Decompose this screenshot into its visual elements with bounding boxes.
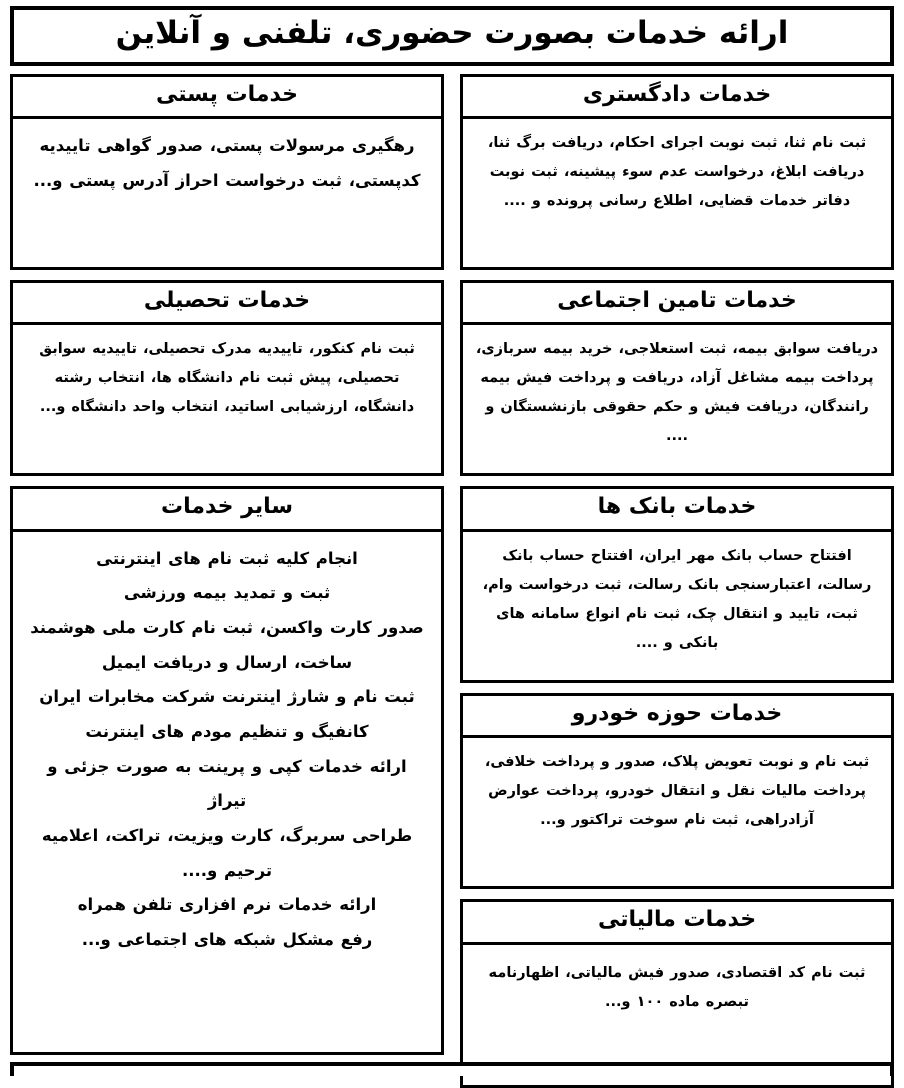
card-title: خدمات پستی — [155, 81, 299, 107]
card-header — [13, 283, 441, 325]
service-card-vehicle — [460, 693, 894, 889]
page-title: ارائه خدمات بصورت حضوری، تلفنی و آنلاین — [115, 15, 789, 51]
card-title: خدمات تامین اجتماعی — [557, 288, 797, 314]
card-body — [13, 325, 441, 473]
card-header — [13, 489, 441, 531]
service-card-social-security — [460, 280, 894, 476]
service-card-postal — [10, 74, 444, 270]
card-description: ثبت نام و نوبت تعویض پلاک، صدور و پرداخت خلافی، پرداخت مالیات نقل و انتقال خودرو، پرداخت عوارض آزادراهی، ثبت نام سوخت تراکتور و... — [484, 754, 870, 829]
service-card-bank — [460, 486, 894, 682]
card-title: خدمات حوزه خودرو — [571, 700, 783, 726]
card-header — [463, 696, 891, 738]
card-description: افتتاح حساب بانک مهر ایران، افتتاح حساب بانک رسالت، اعتبارسنجی بانک رسالت، ثبت درخواست وام، ثبت، تایید و انتقال چک، ثبت نام انواع سامانه های بانکی و .... — [482, 547, 872, 651]
services-columns — [10, 74, 894, 1088]
card-body — [463, 738, 891, 886]
card-title: خدمات تحصیلی — [143, 288, 311, 314]
card-title: خدمات دادگستری — [582, 81, 772, 107]
card-description: ثبت نام کد اقتصادی، صدور فیش مالیاتی، اظهارنامه تبصره ماده ۱۰۰ و... — [488, 964, 866, 1010]
card-description: ثبت نام کنکور، تاییدیه مدرک تحصیلی، تاییدیه سوابق تحصیلی، پیش ثبت نام دانشگاه ها، انتخاب رشته دانشگاه، ارزشیابی اساتید، انتخاب واحد دانشگاه و... — [39, 341, 415, 416]
card-title: خدمات مالیاتی — [597, 907, 757, 933]
card-header — [13, 77, 441, 119]
service-card-tax — [460, 899, 894, 1087]
card-header — [463, 77, 891, 119]
card-body — [463, 119, 891, 267]
card-body — [463, 532, 891, 680]
card-title: خدمات بانک ها — [597, 494, 757, 520]
card-body — [13, 119, 441, 267]
card-description: دریافت سوابق بیمه، ثبت استعلاجی، خرید بیمه سربازی، پرداخت بیمه مشاغل آزاد، دریافت و پرداخت فیش بیمه رانندگان، دریافت فیش و حکم حقوقی بازنشستگان و .... — [475, 341, 879, 445]
card-header — [463, 902, 891, 944]
bottom-clipped-banner — [10, 1062, 894, 1076]
title-banner — [10, 6, 894, 66]
card-title: سایر خدمات — [160, 494, 294, 520]
left-column — [10, 74, 444, 1055]
card-header — [463, 489, 891, 531]
card-body — [13, 532, 441, 1052]
card-body — [463, 325, 891, 473]
service-card-educational — [10, 280, 444, 476]
right-column — [460, 74, 894, 1088]
card-description: رهگیری مرسولات پستی، صدور گواهی تاییدیه کدپستی، ثبت درخواست احراز آدرس پستی و... — [33, 136, 421, 190]
card-description: ثبت نام ثنا، ثبت نوبت اجرای احکام، دریافت برگ ثنا، دریافت ابلاغ، درخواست عدم سوء پیشینه، ثبت نوبت دفاتر خدمات قضایی، اطلاع رسانی پرونده و .... — [487, 135, 867, 210]
card-header — [463, 283, 891, 325]
service-card-other — [10, 486, 444, 1054]
service-card-judiciary — [460, 74, 894, 270]
card-description: انجام کلیه ثبت نام های اینترنتی ثبت و تمدید بیمه ورزشی صدور کارت واکسن، ثبت نام کارت ملی هوشمند ساخت، ارسال و دریافت ایمیل ثبت نام و شارژ اینترنت شرکت مخابرات ایران کانفیگ و تنظیم مودم های اینترنت ارائه خدمات کپی و پرینت به صورت جزئی و تیراژ طراحی سربرگ، کارت ویزیت، تراکت، اعلامیه ترحیم و.... ارائه خدمات نرم افزاری تلفن همراه رفع مشکل شبکه های اجتماعی و... — [30, 548, 424, 949]
